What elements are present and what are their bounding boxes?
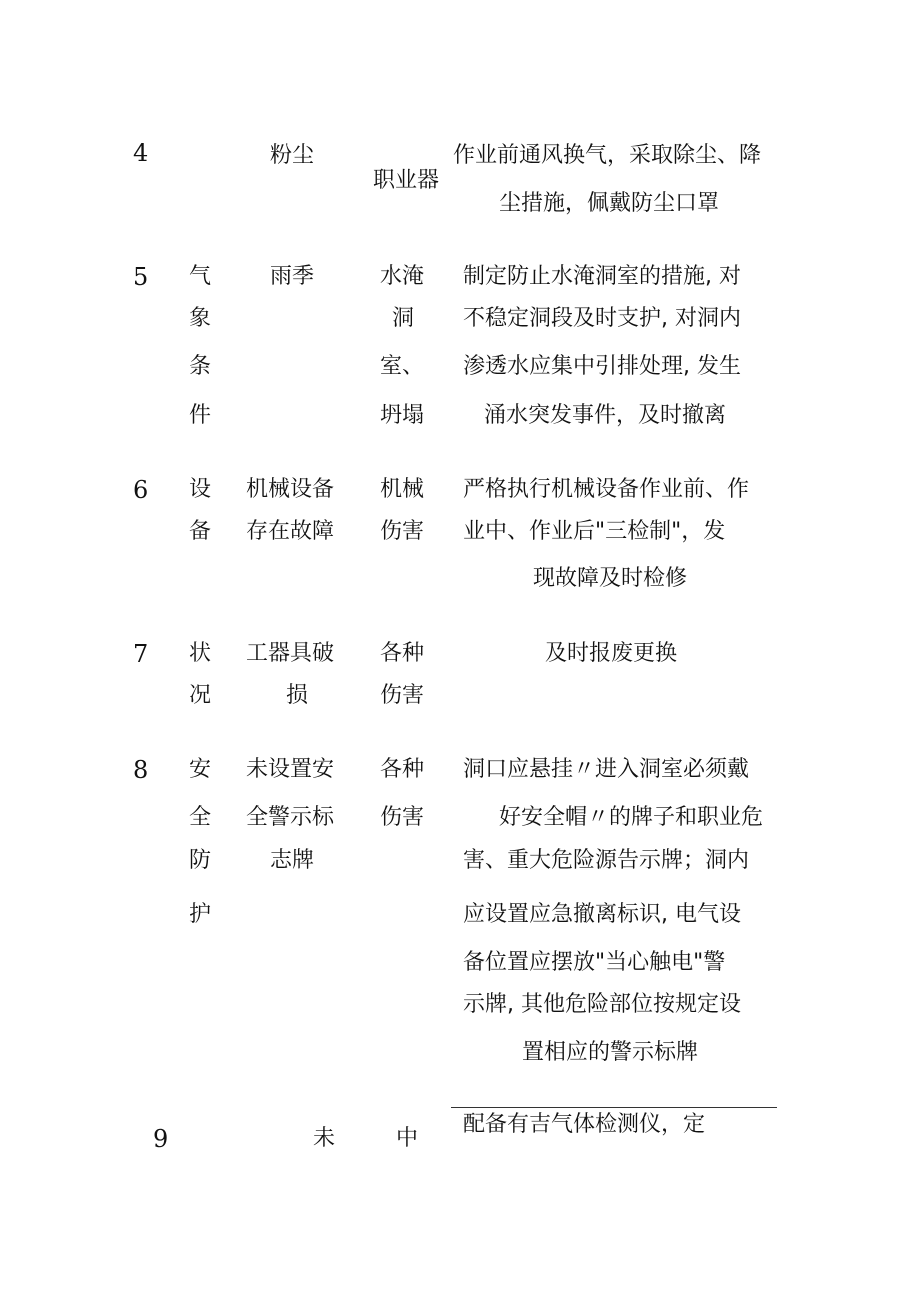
category-char: 安 [189, 757, 212, 782]
hazard-factor: 未设置安 [246, 757, 335, 782]
consequence: 伤害 [380, 805, 425, 830]
row-number: 9 [153, 1125, 169, 1153]
consequence: 机械 [380, 477, 425, 502]
hazard-factor: 未 [313, 1126, 336, 1151]
row-number: 8 [133, 756, 149, 784]
category-char: 防 [189, 848, 212, 873]
consequence: 中 [396, 1126, 419, 1151]
measure-line: 配备有吉气体检测仪，定 [463, 1112, 706, 1137]
category-char: 状 [189, 641, 212, 666]
consequence: 坍塌 [380, 403, 425, 428]
consequence: 各种 [380, 641, 425, 666]
row-number: 4 [133, 139, 149, 167]
measure-line: 涌水突发事件，及时撤离 [484, 403, 727, 428]
row-number: 7 [133, 640, 149, 668]
category-char: 件 [189, 403, 212, 428]
measure-line: 现故障及时检修 [533, 566, 688, 591]
hazard-factor: 志牌 [270, 848, 315, 873]
hazard-factor: 全警示标 [246, 805, 335, 830]
category-char: 设 [189, 477, 212, 502]
measure-line: 好安全帽〃的牌子和职业危 [499, 805, 764, 830]
measure-line: 尘措施，佩戴防尘口罩 [499, 191, 720, 216]
consequence: 水淹 [380, 264, 425, 289]
measure-line: 洞口应悬挂〃进入洞室必须戴 [463, 757, 750, 782]
consequence: 洞 [392, 306, 415, 331]
measure-line: 示牌, 其他危险部位按规定设 [463, 992, 741, 1017]
measure-line: 及时报废更换 [545, 641, 678, 666]
measure-line: 不稳定洞段及时支护, 对洞内 [463, 306, 741, 331]
hazard-factor: 雨季 [270, 264, 315, 289]
measure-line: 作业前通风换气，采取除尘、降 [453, 143, 762, 168]
hazard-factor: 存在故障 [246, 519, 335, 544]
measure-line: 渗透水应集中引排处理, 发生 [463, 354, 741, 379]
row-number: 5 [133, 263, 149, 291]
table-border-line [451, 1107, 777, 1108]
category-char: 全 [189, 805, 212, 830]
hazard-factor: 粉尘 [270, 143, 315, 168]
row-number: 6 [133, 476, 149, 504]
consequence: 室、 [380, 354, 425, 379]
consequence: 职业器 [373, 168, 440, 193]
category-char: 护 [189, 902, 212, 927]
measure-line: 制定防止水淹洞室的措施, 对 [463, 264, 741, 289]
measure-line: 害、重大危险源告示牌；洞内 [463, 848, 750, 873]
hazard-factor: 工器具破 [246, 641, 335, 666]
category-char: 象 [189, 306, 212, 331]
category-char: 备 [189, 519, 212, 544]
consequence: 各种 [380, 757, 425, 782]
hazard-factor: 损 [286, 683, 309, 708]
hazard-factor: 机械设备 [246, 477, 335, 502]
measure-line: 业中、作业后"三检制"，发 [463, 519, 726, 544]
category-char: 条 [189, 354, 212, 379]
category-char: 气 [189, 264, 212, 289]
measure-line: 备位置应摆放"当心触电"警 [463, 950, 726, 975]
category-char: 况 [189, 683, 212, 708]
measure-line: 应设置应急撤离标识, 电气设 [463, 902, 741, 927]
measure-line: 严格执行机械设备作业前、作 [463, 477, 750, 502]
measure-line: 置相应的警示标牌 [522, 1040, 699, 1065]
consequence: 伤害 [380, 683, 425, 708]
consequence: 伤害 [380, 519, 425, 544]
